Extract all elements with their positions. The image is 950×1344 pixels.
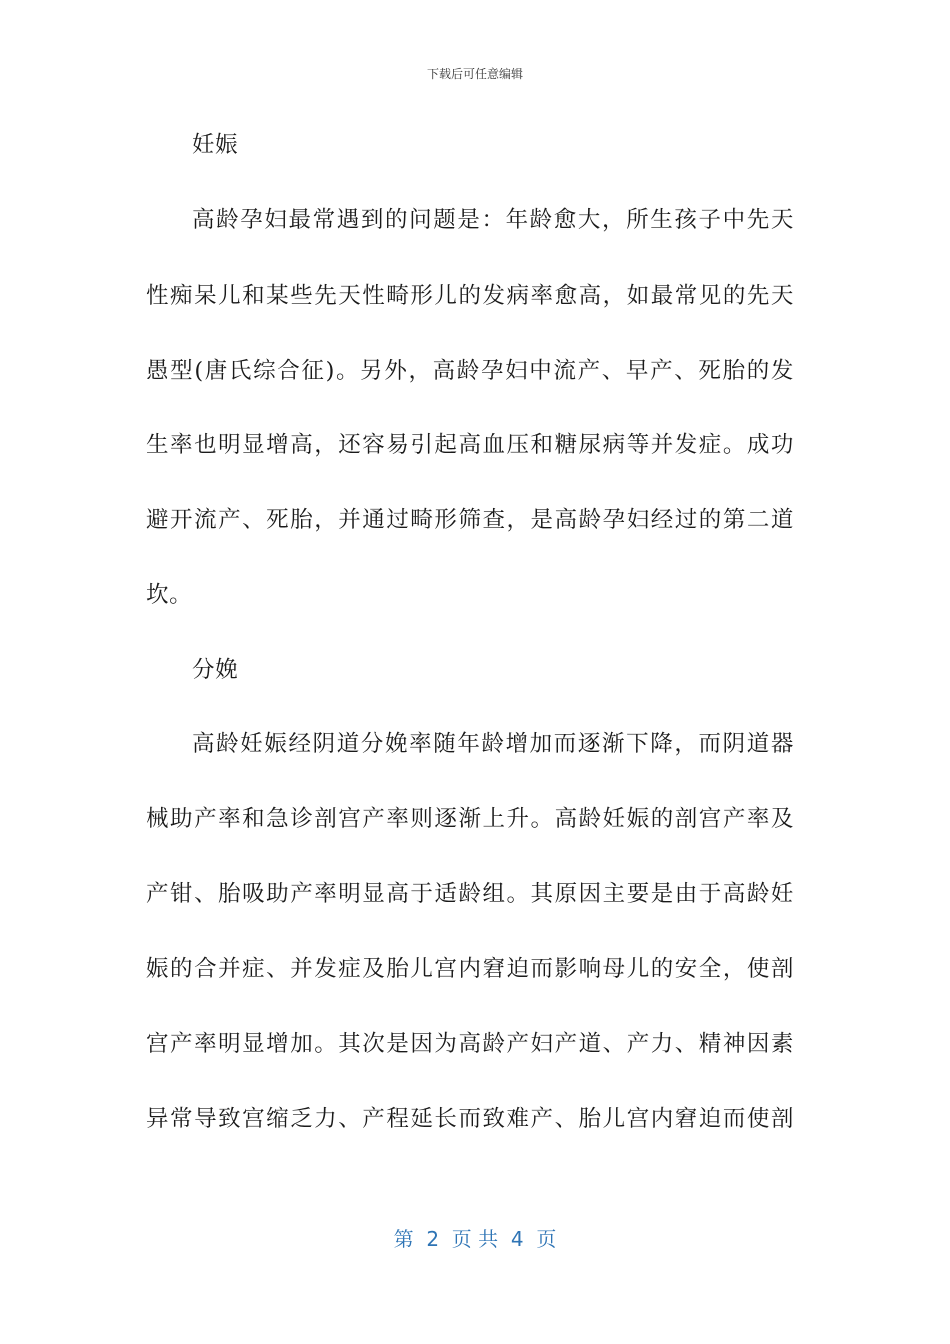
section-heading-delivery: 分娩 [192,657,239,683]
paragraph-line: 坎。 [146,582,193,608]
paragraph-line: 产钳、胎吸助产率明显高于适龄组。其原因主要是由于高龄妊 [146,881,794,907]
paragraph-line: 械助产率和急诊剖宫产率则逐渐上升。高龄妊娠的剖宫产率及 [146,806,794,832]
page-header: 下载后可任意编辑 [426,67,523,81]
paragraph-line: 生率也明显增高，还容易引起高血压和糖尿病等并发症。成功 [146,432,794,458]
paragraph-line: 避开流产、死胎，并通过畸形筛查，是高龄孕妇经过的第二道 [146,507,794,533]
paragraph-line: 娠的合并症、并发症及胎儿宫内窘迫而影响母儿的安全，使剖 [146,956,794,982]
section-heading-pregnancy: 妊娠 [192,132,239,158]
paragraph-line: 愚型(唐氏综合征)。另外，高龄孕妇中流产、早产、死胎的发 [146,358,794,384]
paragraph-line: 宫产率明显增加。其次是因为高龄产妇产道、产力、精神因素 [146,1031,794,1057]
paragraph-line: 异常导致宫缩乏力、产程延长而致难产、胎儿宫内窘迫而使剖 [146,1106,794,1132]
paragraph-line: 高龄孕妇最常遇到的问题是：年龄愈大，所生孩子中先天 [192,207,794,233]
page-number-footer: 第 2 页 共 4 页 [393,1227,557,1251]
paragraph-line: 性痴呆儿和某些先天性畸形儿的发病率愈高，如最常见的先天 [146,283,794,309]
paragraph-line: 高龄妊娠经阴道分娩率随年龄增加而逐渐下降，而阴道器 [192,731,794,757]
